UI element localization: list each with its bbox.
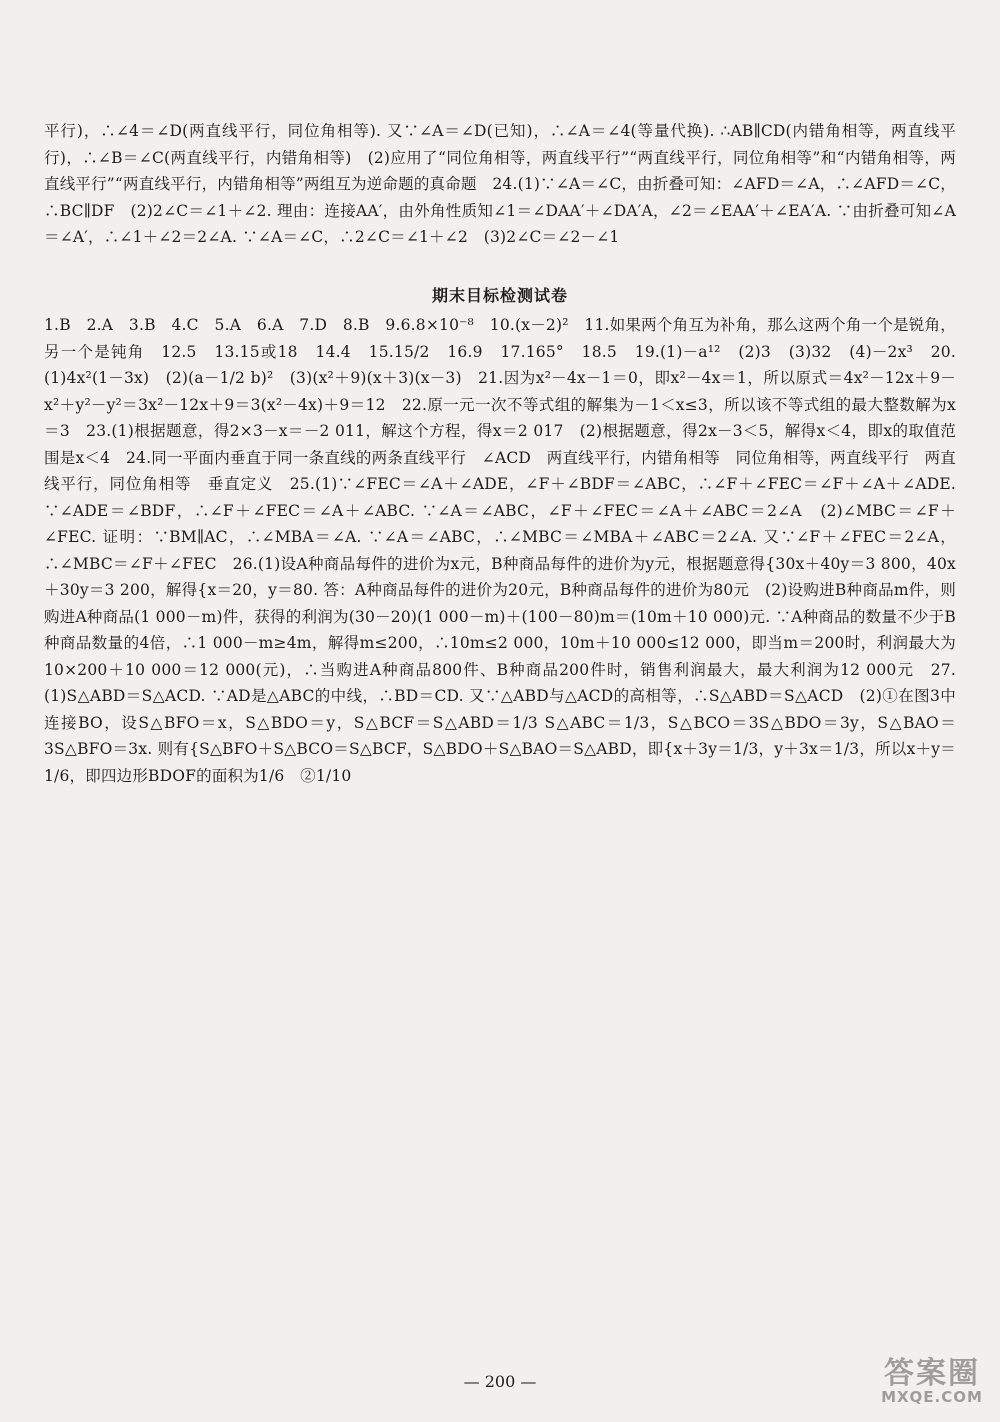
watermark-logo [872, 1358, 992, 1416]
answers-paragraph: 1.B 2.A 3.B 4.C 5.A 6.A 7.D 8.B 9.6.8×10⁻⁸ 10.(x－2)² 11.如果两个角互为补角，那么这两个角一个是锐角，另一个是钝角 12.5 13.15或18 14.4 15.15/2 16.9 17.165° 18.5 19.(1)－a¹² (2)3 (3)32 (4)－2x³ 20.(1)4x²(1－3x) (2)(a－1/2 b)² (3)(x²＋9)(x＋3)(x－3) 21.因为x²－4x－1＝0，即x²－4x＝1，所以原式＝4x²－12x＋9－x²＋y²－y²＝3x²－12x＋9＝3(x²－4x)＋9＝12 22.原一元一次不等式组的解集为－1＜x≤3，所以该不等式组的最大整数解为x＝3 23.(1)根据题意，得2×3－x＝－2 011，解这个方程，得x＝2 017 (2)根据题意，得2x－3＜5，解得x＜4，即x的取值范围是x＜4 24.同一平面内垂直于同一条直线的两条直线平行 ∠ACD 两直线平行，内错角相等 同位角相等，两直线平行 两直线平行，同位角相等 垂直定义 25.(1)∵∠FEC＝∠A＋∠ADE，∠F＋∠BDF＝∠ABC，∴∠F＋∠FEC＝∠F＋∠A＋∠ADE. ∵∠ADE＝∠BDF，∴∠F＋∠FEC＝∠A＋∠ABC. ∵∠A＝∠ABC，∠F＋∠FEC＝∠A＋∠ABC＝2∠A (2)∠MBC＝∠F＋∠FEC. 证明：∵BM∥AC，∴∠MBA＝∠A. ∵∠A＝∠ABC，∴∠MBC＝∠MBA＋∠ABC＝2∠A. 又∵∠F＋∠FEC＝2∠A，∴∠MBC＝∠F＋∠FEC 26.(1)设A种商品每件的进价为x元，B种商品每件的进价为y元，根据题意得{30x＋40y＝3 800，40x＋30y＝3 200，解得{x＝20，y＝80. 答：A种商品每件的进价为20元，B种商品每件的进价为80元 (2)设购进B种商品m件，则购进A种商品(1 000－m)件，获得的利润为(30－20)(1 000－m)＋(100－80)m＝(10m＋10 000)元. ∵A种商品的数量不少于B种商品数量的4倍，∴1 000－m≥4m，解得m≤200，∴10m≤2 000，10m＋10 000≤12 000，即当m＝200时，利润最大为10×200＋10 000＝12 000(元)，∴当购进A种商品800件、B种商品200件时，销售利润最大，最大利润为12 000元 27.(1)S△ABD＝S△ACD. ∵AD是△ABC的中线，∴BD＝CD. 又∵△ABD与△ACD的高相等，∴S△ABD＝S△ACD (2)①在图3中连接BO，设S△BFO＝x，S△BDO＝y，S△BCF＝S△ABD＝1/3 S△ABC＝1/3，S△BCO＝3S△BDO＝3y，S△BAO＝3S△BFO＝3x. 则有{S△BFO＋S△BCO＝S△BCF，S△BDO＋S△BAO＝S△ABD，即{x＋3y＝1/3，y＋3x＝1/3，所以x＋y＝1/6，即四边形BDOF的面积为1/6 ②1/10 [44, 316, 956, 785]
watermark-text: 答案圈 [884, 1356, 980, 1391]
continuation-paragraph: 平行)，∴∠4＝∠D(两直线平行，同位角相等). 又∵∠A＝∠D(已知)，∴∠A＝∠4(等量代换). ∴AB∥CD(内错角相等，两直线平行)，∴∠B＝∠C(两直线平行，内错角相等) (2)应用了“同位角相等，两直线平行”“两直线平行，同位角相等”和“内错角相等，两直线平行”“两直线平行，内错角相等”两组互为逆命题的真命题 24.(1)∵∠A＝∠C，由折叠可知：∠AFD＝∠A，∴∠AFD＝∠C，∴BC∥DF (2)2∠C＝∠1＋∠2. 理由：连接AA′，由外角性质知∠1＝∠DAA′＋∠DA′A，∠2＝∠EAA′＋∠EA′A. ∵由折叠可知∠A＝∠A′，∴∠1＋∠2＝2∠A. ∵∠A＝∠C，∴2∠C＝∠1＋∠2 (3)2∠C＝∠2－∠1 [44, 122, 956, 246]
section-title: 期末目标检测试卷 [431, 286, 568, 305]
page-number: — 200 — [463, 1372, 537, 1391]
watermark-url: MXQE.COM [881, 1387, 983, 1406]
